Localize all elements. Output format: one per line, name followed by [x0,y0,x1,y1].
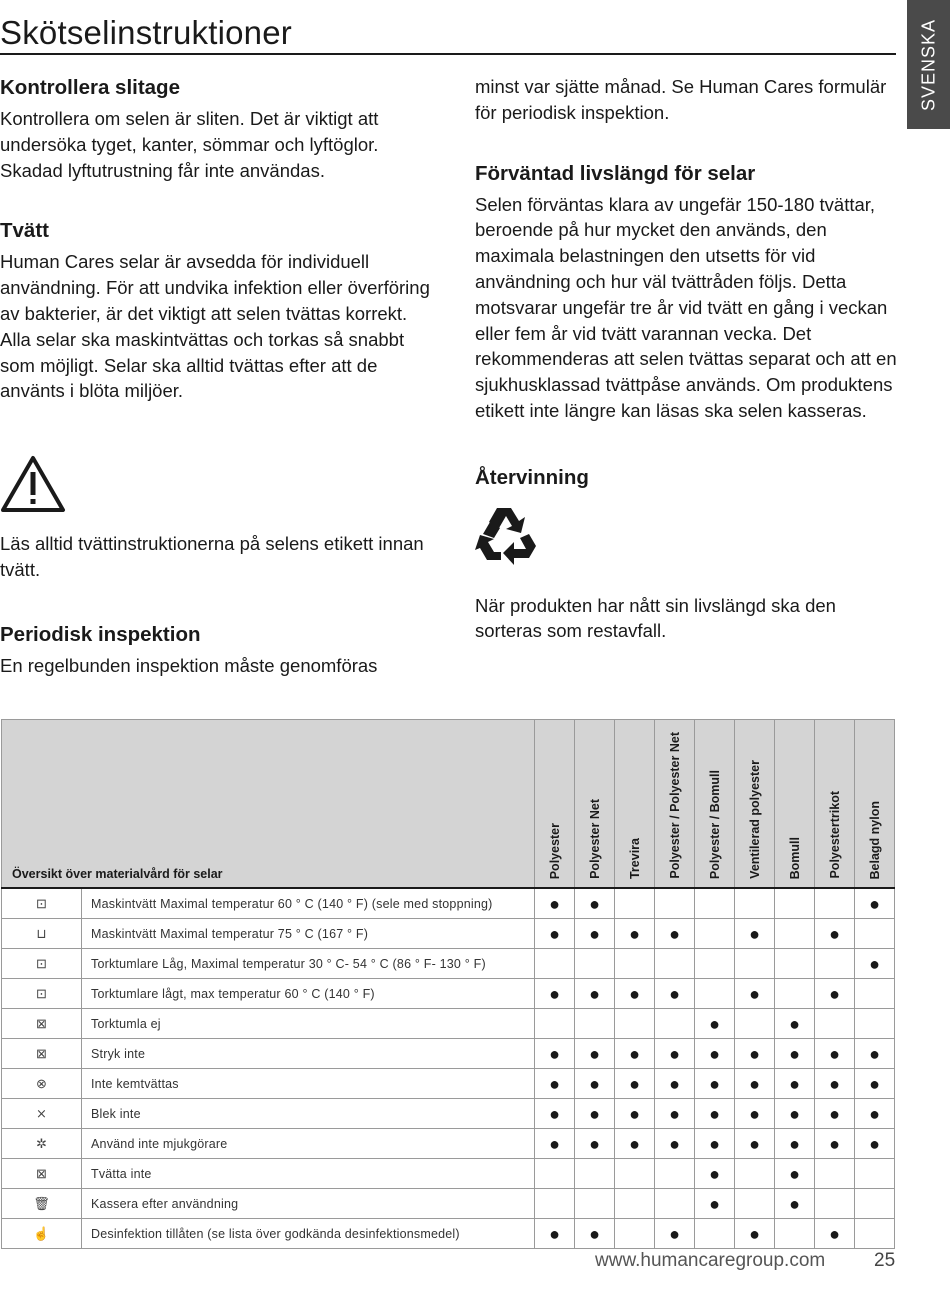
applies-dot: ● [775,1129,815,1159]
table-row [2,949,895,979]
language-tab [907,0,950,129]
empty-cell [535,1189,575,1219]
material-label: Ventilerad polyester [747,760,762,879]
applies-dot: ● [535,979,575,1009]
applies-dot: ● [615,919,655,949]
applies-dot: ● [855,1039,895,1069]
applies-dot: ● [535,1069,575,1099]
applies-dot: ● [695,1069,735,1099]
applies-dot: ● [535,1219,575,1249]
applies-dot: ● [775,1039,815,1069]
material-header [815,720,855,889]
material-header [855,720,895,889]
applies-dot: ● [815,1129,855,1159]
applies-dot: ● [735,1099,775,1129]
machine-wash-75-icon: ⊔ [2,919,82,949]
applies-dot: ● [815,1099,855,1129]
applies-dot: ● [815,1039,855,1069]
applies-dot: ● [575,919,615,949]
section-text: Selen förväntas klara av ungefär 150-180 tvättar, beroende på hur mycket den används, den maximala belastningen den utsetts för vid användning och hur väl tvättråden följs. Detta motsvarar ungefär tre år vid tvätt en gång i veckan eller fem år vid tvätt varannan vecka. Det rekommenderas att selen tvättas separat och att en sjukhusklassad tvättpåse används. Om produktens etikett inte längre kan läsas ska selen kasseras. [475,193,897,421]
disinfection-icon: ☝ [2,1219,82,1249]
table-body [2,888,895,1249]
care-instruction-label: Torktumla ej [82,1009,535,1039]
material-header [655,720,695,889]
material-label: Polyestertrikot [827,791,842,879]
care-instruction-label: Stryk inte [82,1039,535,1069]
care-instruction-label: Använd inte mjukgörare [82,1129,535,1159]
section-text: minst var sjätte månad. Se Human Cares formulär för periodisk inspektion. [475,76,887,123]
table-row [2,1069,895,1099]
empty-cell [735,1009,775,1039]
applies-dot: ● [695,1159,735,1189]
tumble-dry-low-icon: ⊡ [2,949,82,979]
material-header [775,720,815,889]
section-atervinning [475,464,900,644]
empty-cell [695,979,735,1009]
material-label: Polyester / Bomull [707,769,722,879]
empty-cell [615,949,655,979]
section-periodisk [0,621,430,679]
empty-cell [855,1159,895,1189]
section-heading: Periodisk inspektion [0,622,201,646]
applies-dot: ● [575,1219,615,1249]
applies-dot: ● [655,1129,695,1159]
empty-cell [855,919,895,949]
table-row [2,1219,895,1249]
empty-cell [855,1189,895,1219]
applies-dot: ● [575,1069,615,1099]
machine-wash-60-icon: ⊡ [2,888,82,919]
empty-cell [815,1009,855,1039]
material-label: Polyester Net [587,799,602,879]
applies-dot: ● [775,1189,815,1219]
applies-dot: ● [615,979,655,1009]
empty-cell [855,979,895,1009]
care-instruction-label: Torktumlare Låg, Maximal temperatur 30 ° C- 54 ° C (86 ° F- 130 ° F) [82,949,535,979]
applies-dot: ● [655,1099,695,1129]
applies-dot: ● [815,1069,855,1099]
empty-cell [655,888,695,919]
material-label: Polyester / Polyester Net [667,732,682,879]
section-periodisk-continued [475,74,900,126]
applies-dot: ● [655,1069,695,1099]
section-heading: Förväntad livslängd för selar [475,161,756,185]
empty-cell [575,1159,615,1189]
applies-dot: ● [815,919,855,949]
no-softener-icon: ✲ [2,1129,82,1159]
applies-dot: ● [735,919,775,949]
section-tvatt [0,217,430,404]
footer-url[interactable]: www.humancaregroup.com [595,1250,826,1271]
empty-cell [695,888,735,919]
section-heading: Tvätt [0,219,49,243]
applies-dot: ● [615,1129,655,1159]
applies-dot: ● [655,979,695,1009]
applies-dot: ● [735,1039,775,1069]
applies-dot: ● [735,1129,775,1159]
material-label: Polyester [547,822,562,879]
empty-cell [535,1159,575,1189]
material-header [575,720,615,889]
empty-cell [695,1219,735,1249]
section-warning [0,444,430,582]
tumble-dry-60-icon: ⊡ [2,979,82,1009]
applies-dot: ● [855,949,895,979]
empty-cell [615,1219,655,1249]
empty-cell [855,1219,895,1249]
applies-dot: ● [615,1069,655,1099]
material-label: Belagd nylon [867,800,882,879]
do-not-dry-clean-icon: ⊗ [2,1069,82,1099]
applies-dot: ● [535,888,575,919]
section-heading: Kontrollera slitage [0,76,180,99]
empty-cell [735,949,775,979]
empty-cell [655,1189,695,1219]
care-instruction-label: Kassera efter användning [82,1189,535,1219]
material-header [695,720,735,889]
applies-dot: ● [535,1129,575,1159]
empty-cell [815,888,855,919]
table-row [2,919,895,949]
applies-dot: ● [775,1069,815,1099]
empty-cell [775,1219,815,1249]
warning-triangle-icon [0,454,66,514]
empty-cell [615,1009,655,1039]
page-title: Skötselinstruktioner [0,14,292,51]
empty-cell [735,888,775,919]
section-text: När produkten har nått sin livslängd ska den sorteras som restavfall. [475,594,836,642]
empty-cell [815,949,855,979]
empty-cell [695,919,735,949]
table-row [2,888,895,919]
applies-dot: ● [615,1099,655,1129]
applies-dot: ● [775,1009,815,1039]
empty-cell [615,1159,655,1189]
table-row [2,1009,895,1039]
applies-dot: ● [535,1039,575,1069]
applies-dot: ● [695,1099,735,1129]
applies-dot: ● [695,1039,735,1069]
applies-dot: ● [655,919,695,949]
applies-dot: ● [695,1189,735,1219]
material-header [735,720,775,889]
applies-dot: ● [735,979,775,1009]
empty-cell [775,949,815,979]
empty-cell [655,1159,695,1189]
table-row [2,1099,895,1129]
empty-cell [775,919,815,949]
section-heading: Återvinning [475,465,589,489]
applies-dot: ● [695,1129,735,1159]
empty-cell [775,979,815,1009]
section-text: En regelbunden inspektion måste genomföras [0,654,378,676]
empty-cell [735,1159,775,1189]
material-header [615,720,655,889]
iron-icon: ⊠ [2,1039,82,1069]
applies-dot: ● [655,1219,695,1249]
applies-dot: ● [815,979,855,1009]
care-instruction-label: Tvätta inte [82,1159,535,1189]
left-column [0,74,430,712]
applies-dot: ● [815,1219,855,1249]
empty-cell [815,1189,855,1219]
applies-dot: ● [575,888,615,919]
discard-bin-icon: 🗑 [2,1189,82,1219]
page-number: 25 [874,1250,896,1271]
material-care-table [1,719,895,1249]
applies-dot: ● [775,1099,815,1129]
care-instruction-label: Blek inte [82,1099,535,1129]
empty-cell [655,949,695,979]
table-row [2,1189,895,1219]
applies-dot: ● [775,1159,815,1189]
empty-cell [815,1159,855,1189]
applies-dot: ● [855,888,895,919]
empty-cell [775,888,815,919]
section-text: Kontrollera om selen är sliten. Det är viktigt att undersöka tyget, kanter, sömmar och lyftöglor. Skadad lyftutrustning får inte användas. [0,108,379,181]
care-instruction-label: Inte kemtvättas [82,1069,535,1099]
table-row [2,1159,895,1189]
applies-dot: ● [575,1129,615,1159]
do-not-tumble-dry-icon: ⊠ [2,1009,82,1039]
right-column [475,74,900,678]
table-row [2,979,895,1009]
care-instruction-label: Torktumlare lågt, max temperatur 60 ° C (140 ° F) [82,979,535,1009]
material-label: Bomull [787,836,802,879]
applies-dot: ● [575,979,615,1009]
applies-dot: ● [855,1099,895,1129]
table-row [2,1129,895,1159]
applies-dot: ● [735,1069,775,1099]
warning-text: Läs alltid tvättinstruktionerna på selens etikett innan tvätt. [0,532,424,580]
title-rule [0,53,896,55]
empty-cell [575,949,615,979]
care-instruction-label: Maskintvätt Maximal temperatur 60 ° C (140 ° F) (sele med stoppning) [82,888,535,919]
care-instruction-label: Maskintvätt Maximal temperatur 75 ° C (167 ° F) [82,919,535,949]
applies-dot: ● [735,1219,775,1249]
empty-cell [535,949,575,979]
empty-cell [655,1009,695,1039]
applies-dot: ● [535,1099,575,1129]
recycle-icon [475,502,541,568]
applies-dot: ● [575,1099,615,1129]
empty-cell [615,1189,655,1219]
empty-cell [855,1009,895,1039]
applies-dot: ● [855,1069,895,1099]
section-livslangd [475,160,900,424]
applies-dot: ● [615,1039,655,1069]
section-kontrollera [0,74,430,183]
do-not-wash-icon: ⊠ [2,1159,82,1189]
applies-dot: ● [695,1009,735,1039]
empty-cell [735,1189,775,1219]
table-header-row [2,720,895,889]
applies-dot: ● [655,1039,695,1069]
applies-dot: ● [855,1129,895,1159]
empty-cell [575,1009,615,1039]
do-not-bleach-icon: ⨯ [2,1099,82,1129]
empty-cell [695,949,735,979]
applies-dot: ● [575,1039,615,1069]
table-row [2,1039,895,1069]
applies-dot: ● [535,919,575,949]
section-text: Human Cares selar är avsedda för individuell användning. För att undvika infektion eller överföring av bakterier, är det viktigt att selen tvättas korrekt. Alla selar ska maskintvättas och torkas så snabbt som möjligt. Selar ska alltid tvättas efter att de använts i blöta miljöer. [0,251,430,402]
table-title: Översikt över materialvård för selar [2,720,535,889]
care-instruction-label: Desinfektion tillåten (se lista över godkända desinfektionsmedel) [82,1219,535,1249]
material-label: Trevira [627,837,642,879]
material-header [535,720,575,889]
empty-cell [575,1189,615,1219]
empty-cell [535,1009,575,1039]
empty-cell [615,888,655,919]
language-tab-label: SVENSKA [918,18,938,111]
